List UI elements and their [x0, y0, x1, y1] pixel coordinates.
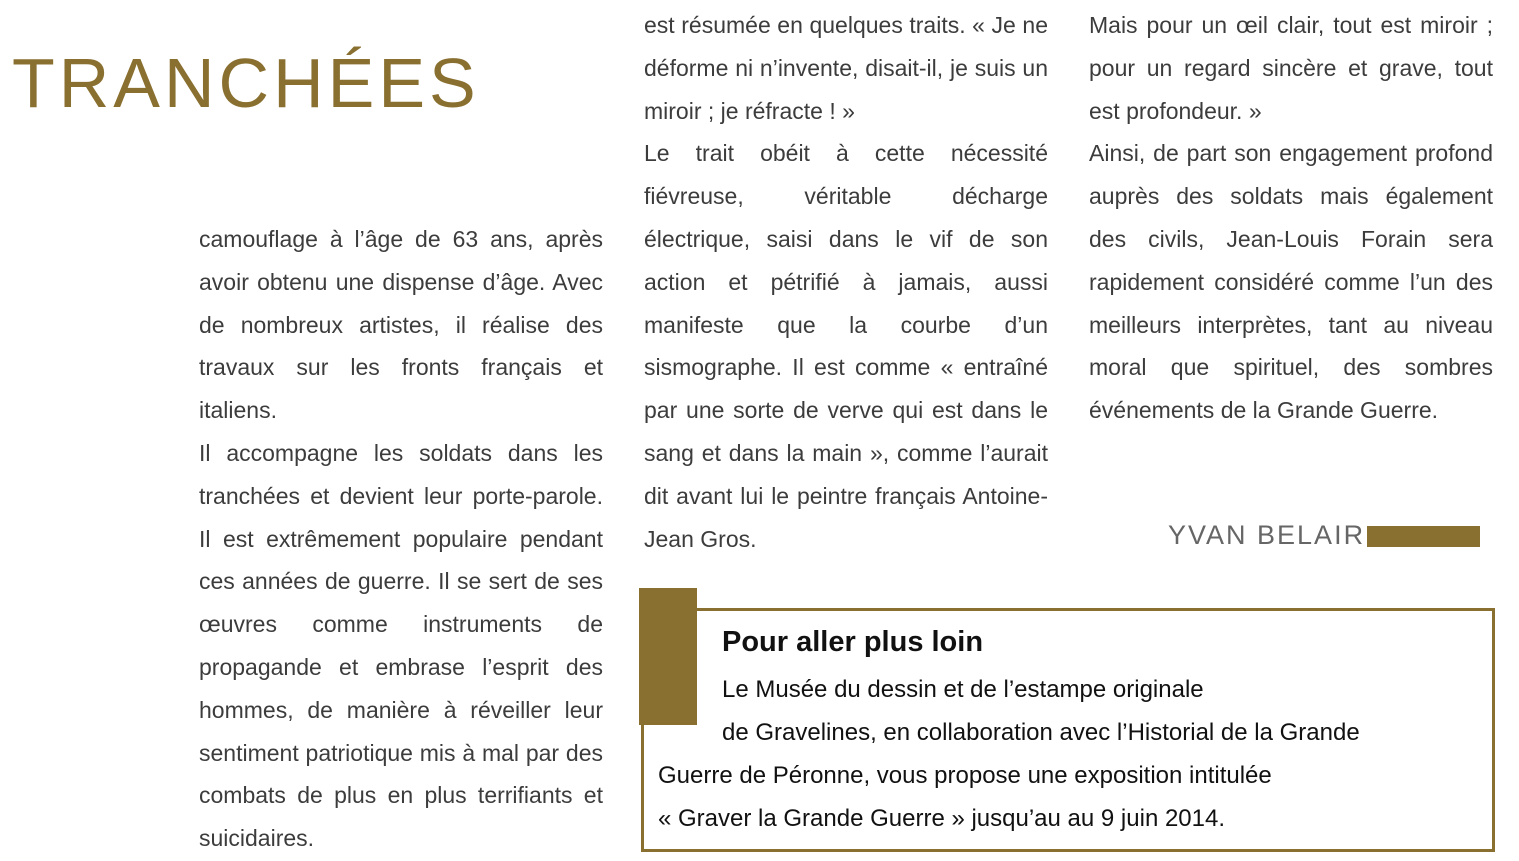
- author-accent-bar: [1367, 526, 1480, 547]
- paragraph: Le trait obéit à cette nécessité fiévreuse, véritable décharge électrique, saisi dans le vif de son action et pétrifié à jamais, aussi manifeste que la courbe d’un sismographe. Il est comme « entraîné par une sorte de verve qui est dans le sang et dans la main », comme l’aurait dit avant lui le peintre français Antoine-Jean Gros.: [644, 140, 1048, 552]
- box-text-line: de Gravelines, en collaboration avec l’Historial de la Grande: [722, 719, 1360, 746]
- box-accent-block: [639, 588, 697, 725]
- article-title: TRANCHÉES: [12, 44, 480, 122]
- paragraph: Ainsi, de part son engagement profond auprès des soldats mais également des civils, Jean-Louis Forain sera rapidement considéré comme l’un des meilleurs interprètes, tant au niveau moral que spirituel, des sombres événements de la Grande Guerre.: [1089, 140, 1493, 424]
- box-text-line: « Graver la Grande Guerre » jusqu’au au 9 juin 2014.: [658, 805, 1226, 832]
- box-text-line: Le Musée du dessin et de l’estampe originale: [722, 676, 1204, 703]
- box-text-line: Guerre de Péronne, vous propose une exposition intitulée: [658, 762, 1272, 789]
- paragraph: camouflage à l’âge de 63 ans, après avoir obtenu une dispense d’âge. Avec de nombreux artistes, il réalise des travaux sur les fronts français et italiens.: [199, 226, 603, 424]
- text-column-1: [199, 218, 603, 860]
- box-title: Pour aller plus loin: [722, 626, 984, 658]
- paragraph: Il accompagne les soldats dans les tranchées et devient leur porte-parole. Il est extrêmement populaire pendant ces années de guerre. Il se sert de ses œuvres comme instruments de propagande et embrase l’esprit des hommes, de manière à réveiller leur sentiment patriotique mis à mal par des combats de plus en plus terrifiants et suicidaires.: [199, 439, 603, 852]
- text-column-2: [644, 4, 1048, 560]
- author-byline: YVAN BELAIR: [1168, 520, 1366, 550]
- paragraph: est résumée en quelques traits. « Je ne déforme ni n’invente, disait-il, je suis un miroir ; je réfracte ! »: [644, 12, 1048, 124]
- paragraph: Mais pour un œil clair, tout est miroir ; pour un regard sincère et grave, tout est profondeur. »: [1089, 12, 1493, 124]
- text-column-3: [1089, 4, 1493, 432]
